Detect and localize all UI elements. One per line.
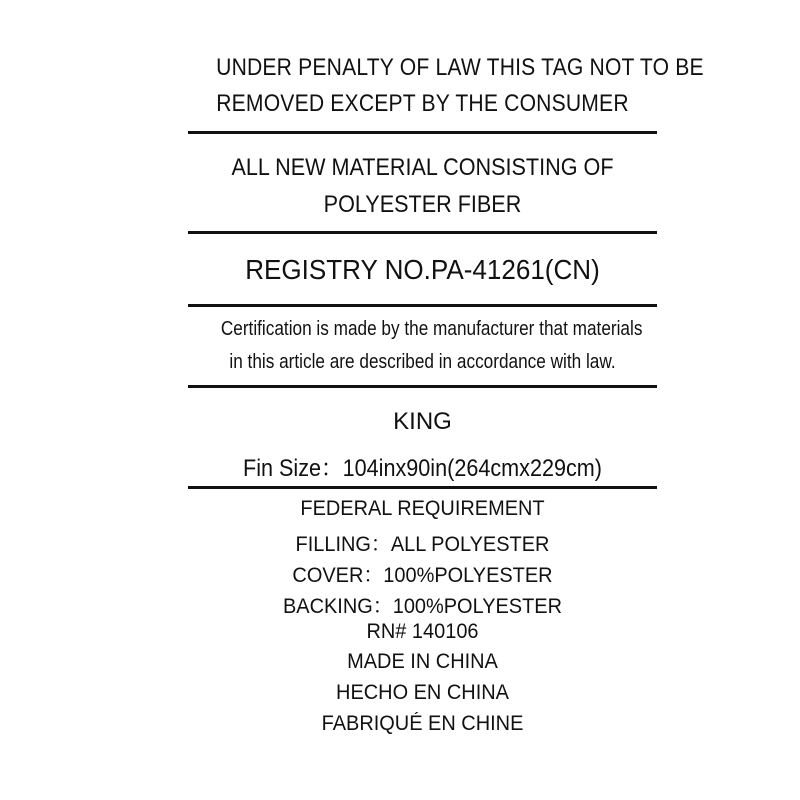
divider — [188, 304, 657, 307]
divider — [188, 486, 657, 489]
certification-line-1: Certification is made by the manufacturer that materials — [220, 318, 643, 340]
requirement-line: FABRIQUÉ EN CHINE — [321, 712, 524, 735]
requirement-line: MADE IN CHINA — [347, 650, 498, 673]
requirement-line: FILLING：ALL POLYESTER — [295, 533, 550, 556]
requirement-line: FEDERAL REQUIREMENT — [300, 497, 545, 520]
requirement-line: HECHO EN CHINA — [336, 681, 509, 704]
certification-line-2: in this article are described in accordance with law. — [229, 351, 616, 373]
divider — [188, 131, 657, 134]
warning-line-2: REMOVED EXCEPT BY THE CONSUMER — [216, 90, 629, 117]
fin-size: Fin Size：104inx90in(264cmx229cm) — [243, 455, 602, 482]
requirement-line: RN# 140106 — [366, 620, 479, 643]
divider — [188, 385, 657, 388]
registry-number: REGISTRY NO.PA-41261(CN) — [245, 254, 600, 285]
material-line-1: ALL NEW MATERIAL CONSISTING OF — [231, 154, 614, 181]
requirement-line: COVER：100%POLYESTER — [292, 564, 553, 587]
divider — [188, 231, 657, 234]
material-line-2: POLYESTER FIBER — [323, 191, 522, 218]
law-tag — [188, 0, 704, 800]
warning-line-1: UNDER PENALTY OF LAW THIS TAG NOT TO BE — [216, 54, 704, 81]
requirement-line: BACKING：100%POLYESTER — [282, 595, 563, 618]
size-name: KING — [393, 408, 452, 435]
